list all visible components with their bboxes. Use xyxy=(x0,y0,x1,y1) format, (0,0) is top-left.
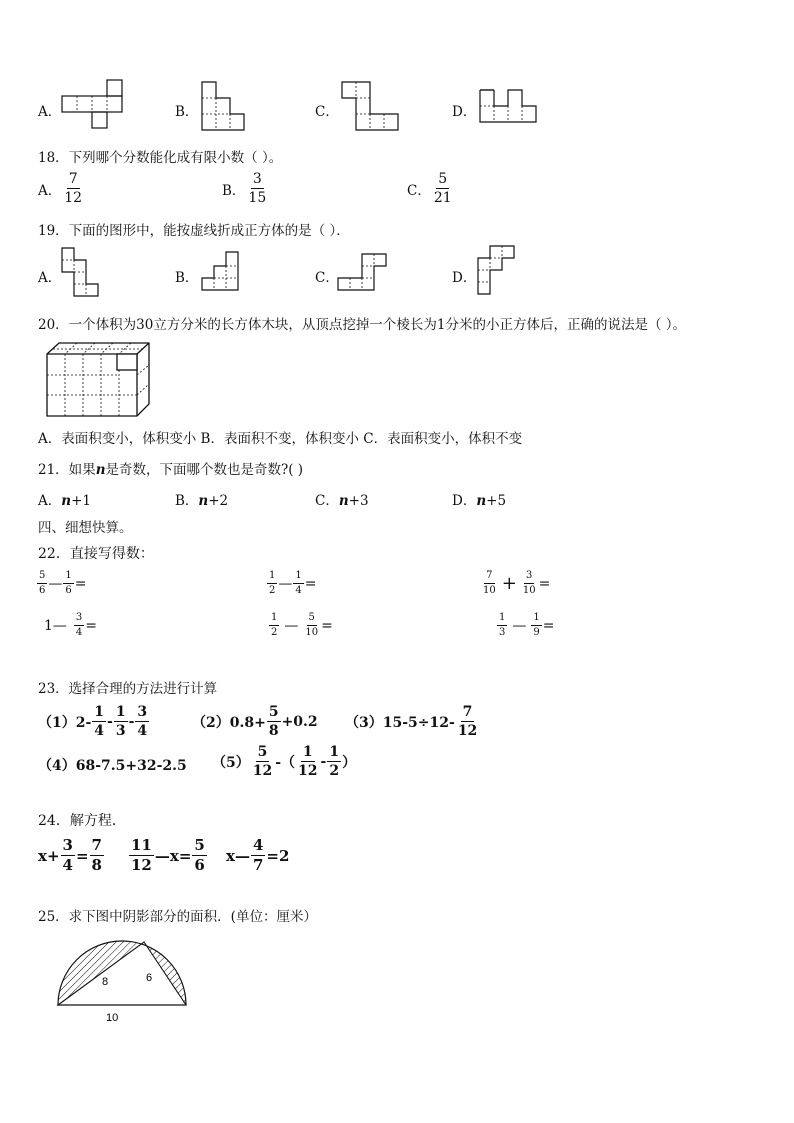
q19-option-b-label: B． xyxy=(175,270,199,286)
q20-cuboid-figure xyxy=(45,340,153,420)
q24-equation-3: x— $\frac{4}{7}$ =2 xyxy=(226,836,290,874)
q21-option-b: B．n+2 xyxy=(175,493,229,509)
q21-stem: 21．如果n是奇数，下面哪个数也是奇数?( ) xyxy=(38,462,304,478)
q24-equation-2: $\frac{11}{12}$ —x= $\frac{5}{6}$ xyxy=(131,836,205,874)
q23-part-2: （2）0.8+ $\frac{5}{8}$ +0.2 xyxy=(192,704,318,739)
q19-option-a-label: A． xyxy=(38,270,62,286)
q17-net-a xyxy=(62,80,124,130)
q25-stem: 25．求下图中阴影部分的面积．(单位：厘米） xyxy=(38,909,317,925)
q22-item-5: $\frac{1}{2}$ — $\frac{5}{10}$ = xyxy=(271,612,333,638)
q17-option-a-label: A． xyxy=(38,104,62,120)
q17-option-b-label: B． xyxy=(175,104,199,120)
q22-item-1: $\frac{5}{6}$ — $\frac{1}{6}$ = xyxy=(39,570,87,596)
q18-option-b-fraction: $\frac{3}{15}$ xyxy=(248,171,267,206)
q18-option-c xyxy=(407,172,455,205)
q23-part-1: （1）2- $\frac{1}{4}$ - $\frac{1}{3}$ - $\frac{3}{4}$ xyxy=(38,704,148,739)
q22-item-4: 1— $\frac{3}{4}$ = xyxy=(44,612,98,638)
q20-stem: 20．一个体积为30立方分米的长方体木块，从顶点挖掉一个棱长为1分米的小正方体后，正确的说法是（ ）。 xyxy=(38,317,686,333)
q18-option-c-label: C． xyxy=(407,182,431,199)
q24-stem: 24．解方程． xyxy=(38,813,126,829)
q25-semicircle-figure xyxy=(52,935,192,1027)
q19-net-d xyxy=(478,246,518,298)
q18-option-a-fraction: $\frac{7}{12}$ xyxy=(64,171,83,206)
q17-net-d xyxy=(480,90,540,126)
q19-option-d-label: D． xyxy=(452,270,477,286)
q23-stem: 23．选择合理的方法进行计算 xyxy=(38,681,218,697)
q21-option-d: D．n+5 xyxy=(452,493,507,509)
q19-stem: 19．下面的图形中，能按虚线折成正方体的是（ ）． xyxy=(38,223,350,239)
q22-item-3: $\frac{7}{10}$ + $\frac{3}{10}$ = xyxy=(483,570,551,596)
q17-net-b xyxy=(200,82,248,132)
q25-label-10: 10 xyxy=(106,1012,119,1024)
q18-option-c-fraction: $\frac{5}{21}$ xyxy=(433,171,452,206)
q23-part-3: （3）15-5÷12- $\frac{7}{12}$ xyxy=(345,704,478,739)
q22-item-2: $\frac{1}{2}$ — $\frac{1}{4}$ = xyxy=(269,570,317,596)
q18-option-a-label: A． xyxy=(38,182,62,199)
q25-label-6: 6 xyxy=(146,972,153,984)
q18-option-a xyxy=(38,172,85,205)
q22-item-6: $\frac{1}{3}$ — $\frac{1}{9}$ = xyxy=(499,612,555,638)
q25-label-8: 8 xyxy=(102,976,109,988)
q19-option-c-label: C． xyxy=(315,270,339,286)
q23-part-4: （4）68-7.5+32-2.5 xyxy=(38,758,187,774)
q18-option-b xyxy=(222,172,269,205)
q17-option-d-label: D． xyxy=(452,104,477,120)
q22-stem: 22．直接写得数： xyxy=(38,546,154,562)
q18-option-b-label: B． xyxy=(222,182,246,199)
q20-options: A．表面积变小，体积变小 B．表面积不变，体积变小 C．表面积变小，体积不变 xyxy=(38,431,523,447)
q18-stem: 18．下列哪个分数能化成有限小数（ ）。 xyxy=(38,150,283,166)
q19-net-a xyxy=(62,248,102,300)
q23-part-5: （5） $\frac{5}{12}$ -（ $\frac{1}{12}$ - $\frac{1}{2}$ ） xyxy=(212,744,357,779)
q21-option-c: C．n+3 xyxy=(315,493,369,509)
q21-option-a: A．n+1 xyxy=(38,493,91,509)
q19-net-b xyxy=(202,252,242,294)
q17-option-c-label: C． xyxy=(315,104,339,120)
section-4-heading: 四、细想快算。 xyxy=(38,520,133,536)
q24-equation-1: x+ $\frac{3}{4}$ = $\frac{7}{8}$ xyxy=(38,836,102,874)
q17-net-c xyxy=(342,82,400,132)
q19-net-c xyxy=(338,254,390,294)
